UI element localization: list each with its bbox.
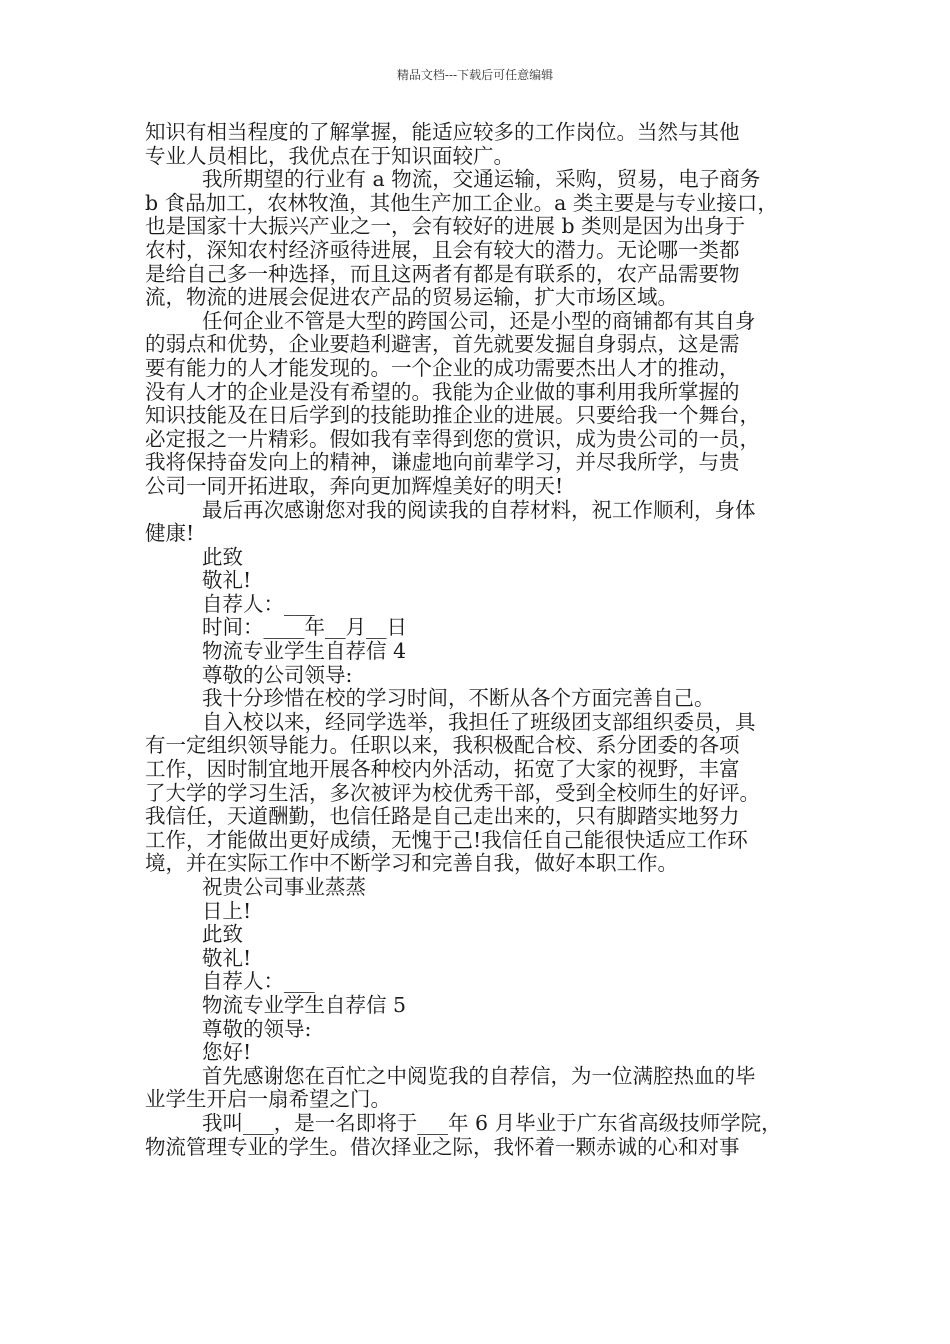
text-line: 也是国家十大振兴产业之一，会有较好的进展 b 类则是因为出身于 [145, 214, 746, 239]
text-line: 您好! [202, 1040, 252, 1065]
text-line: 敬礼! [202, 945, 252, 970]
text-line: 自荐人：___ [202, 591, 315, 616]
text-line: 没有人才的企业是没有希望的。我能为企业做的事利用我所掌握的 [145, 379, 740, 404]
text-line: 知识有相当程度的了解掌握，能适应较多的工作岗位。当然与其他 [145, 120, 740, 144]
text-line: 尊敬的公司领导: [202, 662, 353, 687]
text-line: 我将保持奋发向上的精神，谦虚地向前辈学习，并尽我所学，与贵 [145, 450, 740, 475]
text-line: b 食品加工，农林牧渔，其他生产加工企业。a 类主要是与专业接口， [145, 190, 778, 215]
text-line: 物流管理专业的学生。借次择业之际，我怀着一颗赤诚的心和对事 [145, 1134, 740, 1159]
text-line: 我叫___，是一名即将于___年 6 月毕业于广东省高级技师学院， [202, 1110, 782, 1135]
text-line: 此致 [202, 544, 243, 569]
text-line: 祝贵公司事业蒸蒸 [202, 875, 366, 899]
text-line: 自荐人：___ [202, 969, 315, 994]
text-line: 我所期望的行业有 a 物流，交通运输，采购，贸易，电子商务 [202, 167, 761, 192]
text-line: 专业人员相比，我优点在于知识面较广。 [145, 143, 514, 168]
text-line: 我信任，天道酬勤，也信任路是自己走出来的，只有脚踏实地努力 [145, 804, 740, 829]
text-line: 我十分珍惜在校的学习时间，不断从各个方面完善自己。 [202, 686, 715, 711]
text-line: 业学生开启一扇希望之门。 [145, 1087, 391, 1112]
text-line: 尊敬的领导: [202, 1016, 312, 1041]
text-line: 了大学的学习生活，多次被评为校优秀干部，受到全校师生的好评。 [145, 780, 760, 805]
text-line: 最后再次感谢您对我的阅读我的自荐材料，祝工作顺利，身体 [202, 497, 756, 522]
text-line: 的弱点和优势，企业要趋利避害，首先就要发掘自身弱点，这是需 [145, 332, 740, 357]
text-line: 自入校以来，经同学选举，我担任了班级团支部组织委员，具 [202, 709, 756, 734]
text-line: 任何企业不管是大型的跨国公司，还是小型的商铺都有其自身 [202, 308, 756, 333]
text-line: 首先感谢您在百忙之中阅览我的自荐信，为一位满腔热血的毕 [202, 1063, 756, 1088]
text-line: 日上! [202, 898, 252, 923]
text-line: 工作，因时制宜地开展各种校内外活动，拓宽了大家的视野，丰富 [145, 757, 740, 782]
document-body [145, 121, 835, 1159]
text-line: 流，物流的进展会促进农产品的贸易运输，扩大市场区域。 [145, 285, 678, 310]
text-line: 物流专业学生自荐信 5 [202, 992, 407, 1017]
text-line: 必定报之一片精彩。假如我有幸得到您的赏识，成为贵公司的一员， [145, 426, 760, 451]
text-line: 要有能力的人才能发现的。一个企业的成功需要杰出人才的推动， [145, 355, 740, 380]
text-line: 此致 [202, 922, 243, 947]
text-line: 公司一同开拓进取，奔向更加辉煌美好的明天! [145, 473, 564, 498]
page-header: 精品文档---下载后可任意编辑 [396, 68, 554, 82]
text-line: 敬礼! [202, 568, 252, 593]
text-line: 农村，深知农村经济亟待进展，且会有较大的潜力。无论哪一类都 [145, 237, 740, 262]
text-line: 物流专业学生自荐信 4 [202, 639, 407, 664]
text-line: 境，并在实际工作中不断学习和完善自我，做好本职工作。 [145, 851, 678, 876]
text-line: 时间：____年__月__日 [202, 615, 407, 640]
text-line: 知识技能及在日后学到的技能助推企业的进展。只要给我一个舞台， [145, 403, 760, 428]
text-line: 是给自己多一种选择，而且这两者有都是有联系的，农产品需要物 [145, 261, 740, 286]
text-line: 健康! [145, 521, 195, 546]
text-line: 有一定组织领导能力。任职以来，我积极配合校、系分团委的各项 [145, 733, 740, 758]
text-line: 工作，才能做出更好成绩，无愧于己!我信任自己能很快适应工作环 [145, 827, 748, 852]
